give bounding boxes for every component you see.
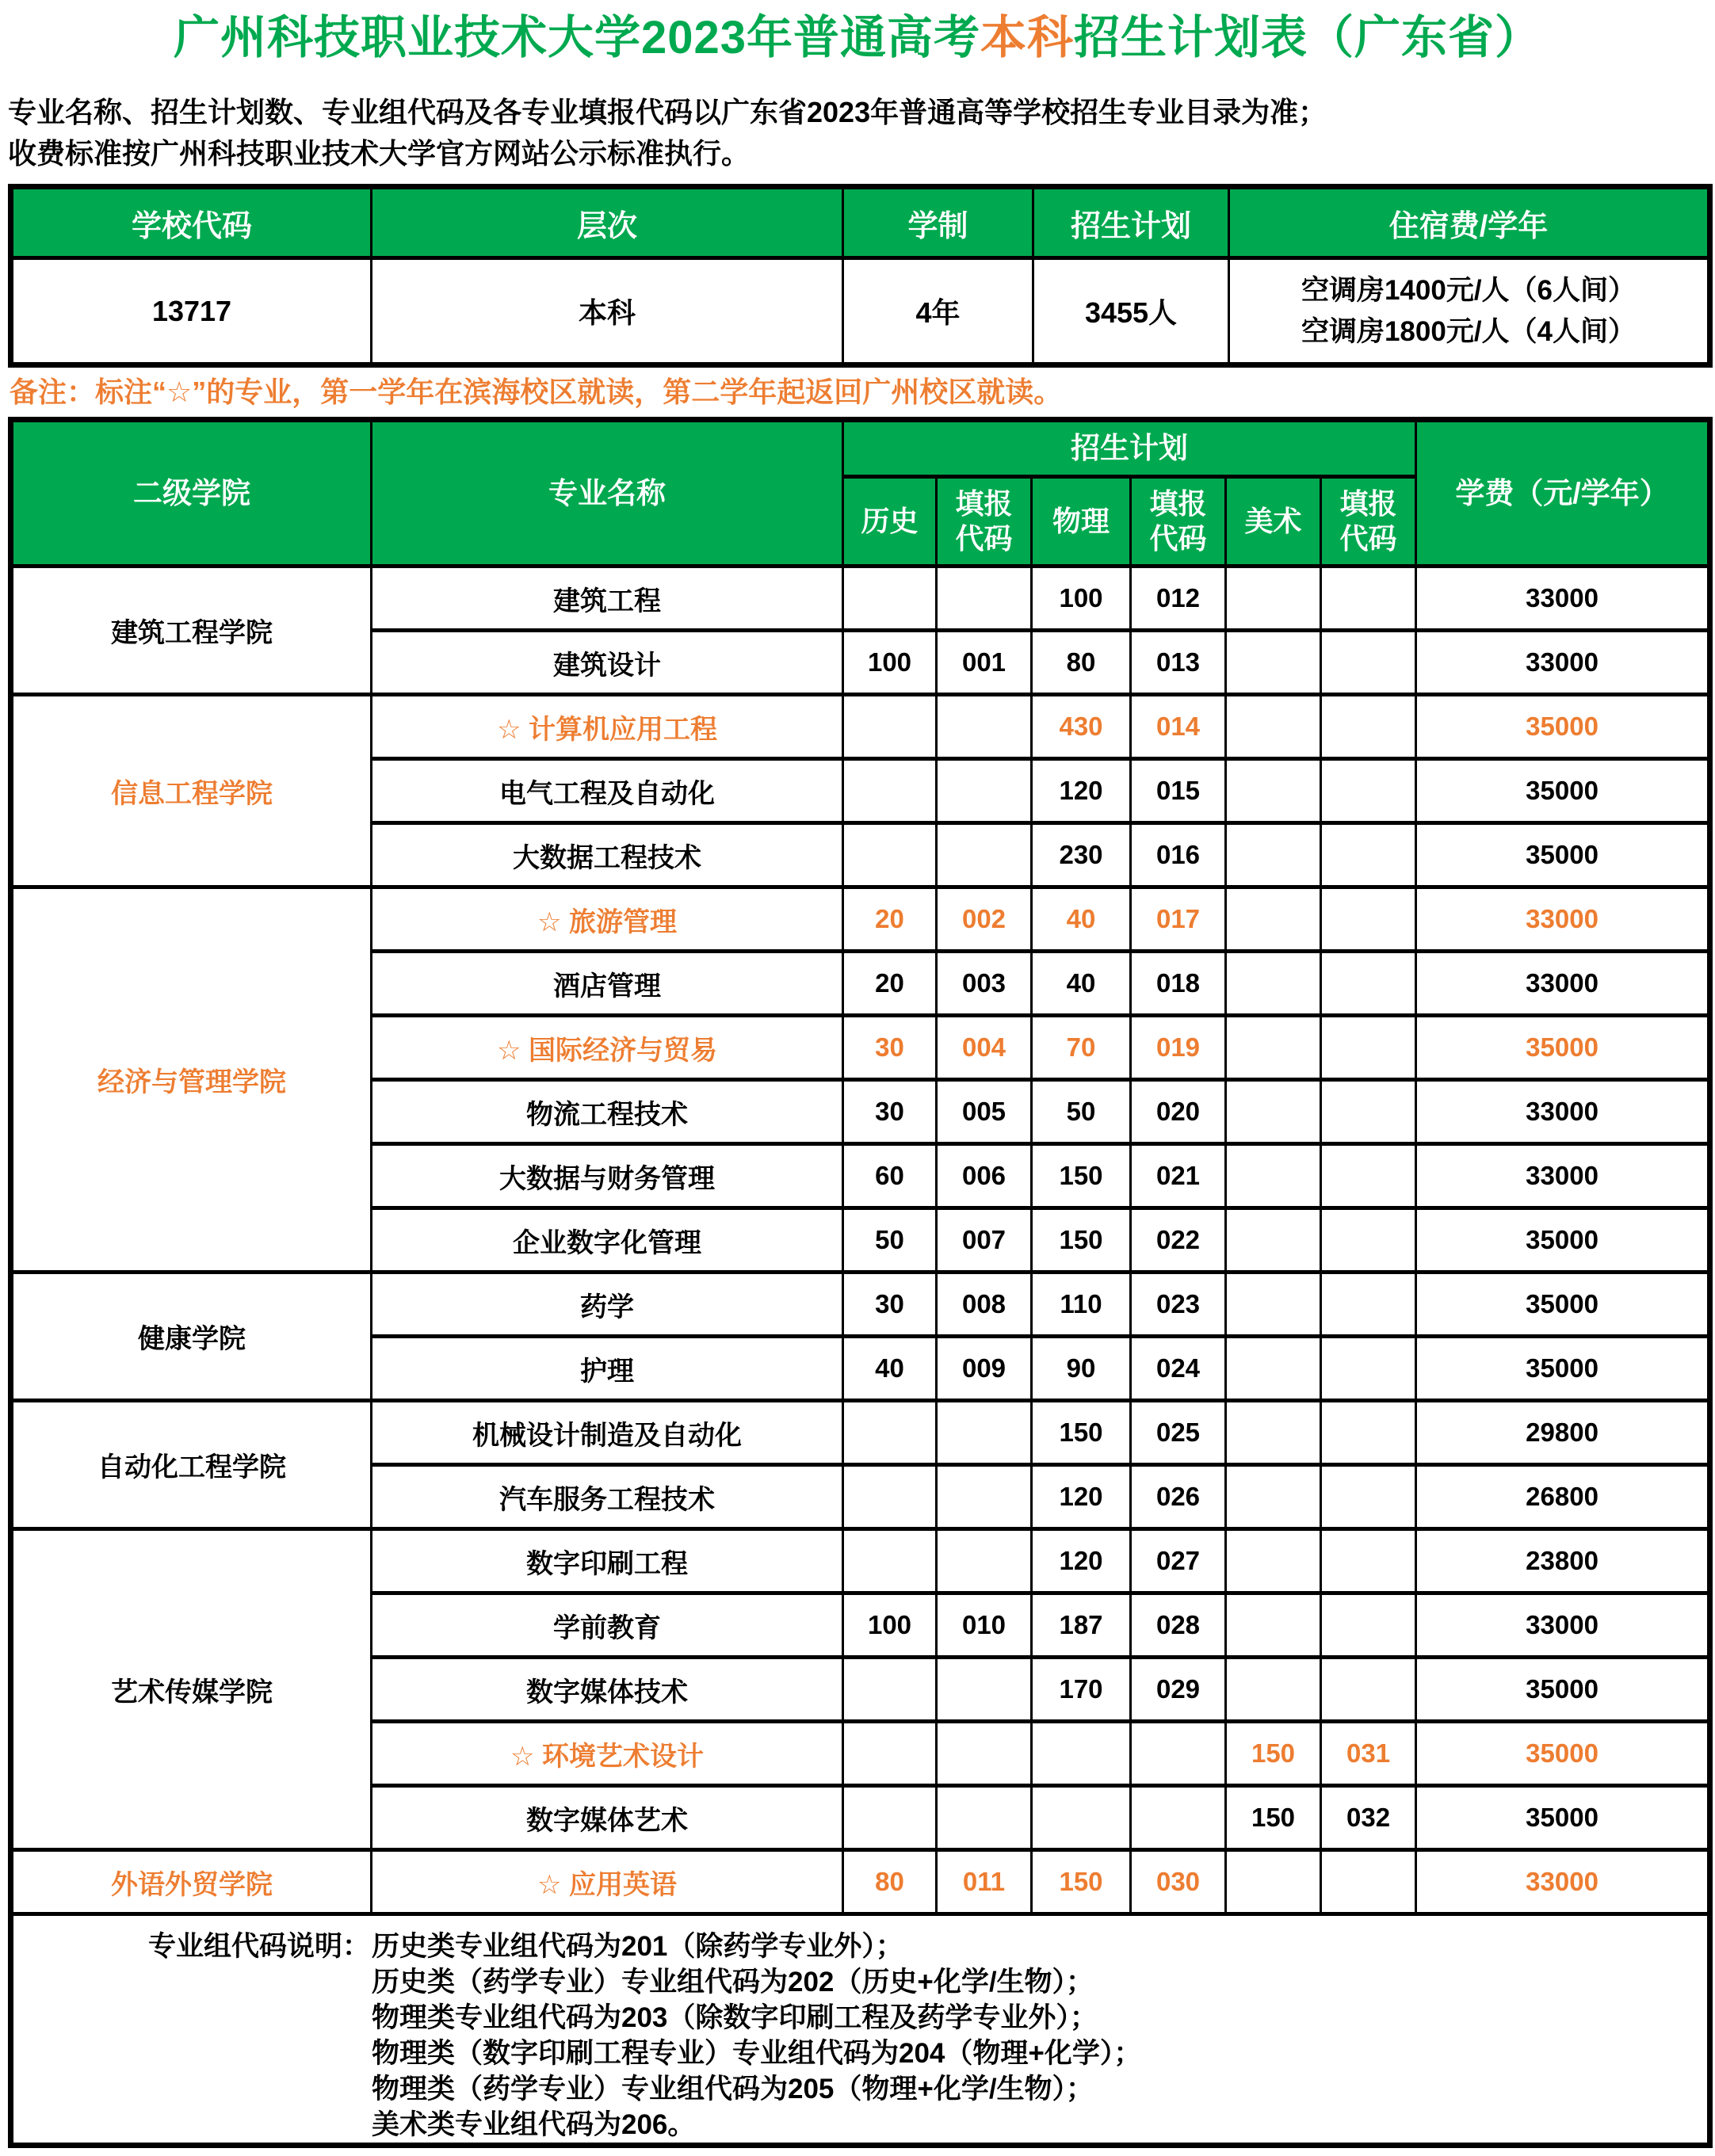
major-cell: 建筑工程 (372, 567, 843, 631)
plan-cell (937, 567, 1032, 631)
plan-cell: 018 (1131, 952, 1226, 1016)
plan-cell (1321, 695, 1416, 759)
plan-table (8, 417, 1713, 2148)
fee-cell: 35000 (1416, 1722, 1710, 1786)
plan-cell (1226, 887, 1321, 952)
note-line: 物理类（数字印刷工程专业）专业组代码为204（物理+化学）； (372, 2038, 1142, 2069)
fee-cell: 33000 (1416, 631, 1710, 695)
plan-cell: 032 (1321, 1786, 1416, 1850)
plan-row (11, 887, 1710, 952)
plan-cell (843, 1722, 937, 1786)
plan-row (11, 1850, 1710, 1914)
plan-header-row-1 (11, 420, 1710, 477)
major-cell: 酒店管理 (372, 952, 843, 1016)
note-line: 历史类专业组代码为201（除药学专业外）； (372, 1931, 903, 1962)
plan-cell (1226, 631, 1321, 695)
plan-cell: 150 (1226, 1786, 1321, 1850)
plan-cell (937, 1786, 1032, 1850)
plan-header-plan-group: 招生计划 (843, 420, 1416, 477)
plan-cell (1226, 695, 1321, 759)
college-cell: 信息工程学院 (11, 695, 372, 887)
fee-cell: 33000 (1416, 887, 1710, 952)
note-line: 物理类（药学专业）专业组代码为205（物理+化学/生物）； (372, 2074, 1094, 2104)
plan-cell (1226, 567, 1321, 631)
plan-cell (1321, 1401, 1416, 1465)
plan-cell (843, 759, 937, 823)
plan-cell: 021 (1131, 1144, 1226, 1208)
plan-header-major: 专业名称 (372, 420, 843, 567)
fee-cell: 33000 (1416, 567, 1710, 631)
plan-cell: 024 (1131, 1337, 1226, 1401)
plan-cell (937, 1529, 1032, 1593)
plan-subheader-art-code: 填报代码 (1321, 477, 1416, 567)
major-cell: 企业数字化管理 (372, 1208, 843, 1273)
plan-cell (1321, 823, 1416, 887)
plan-cell: 150 (1032, 1144, 1131, 1208)
plan-subheader-history-code: 填报代码 (937, 477, 1032, 567)
major-cell: ☆ 应用英语 (372, 1850, 843, 1914)
plan-subheader-physics: 物理 (1032, 477, 1131, 567)
plan-cell: 90 (1032, 1337, 1131, 1401)
plan-cell: 008 (937, 1273, 1032, 1337)
subtitle (8, 92, 1707, 174)
plan-cell (1226, 952, 1321, 1016)
plan-cell: 100 (1032, 567, 1131, 631)
plan-cell: 50 (843, 1208, 937, 1273)
plan-cell: 150 (1032, 1850, 1131, 1914)
plan-cell: 30 (843, 1016, 937, 1080)
notes-cell (11, 1914, 1710, 2146)
plan-subheader-physics-code: 填报代码 (1131, 477, 1226, 567)
plan-cell: 30 (843, 1273, 937, 1337)
plan-cell: 005 (937, 1080, 1032, 1144)
major-cell: 汽车服务工程技术 (372, 1465, 843, 1529)
fee-cell: 33000 (1416, 1850, 1710, 1914)
plan-cell: 40 (1032, 952, 1131, 1016)
subtitle-line-2: 收费标准按广州科技职业技术大学官方网站公示标准执行。 (8, 137, 751, 170)
major-cell: 大数据与财务管理 (372, 1144, 843, 1208)
plan-cell: 40 (843, 1337, 937, 1401)
plan-cell: 031 (1321, 1722, 1416, 1786)
plan-cell (1321, 1208, 1416, 1273)
major-cell: ☆ 环境艺术设计 (372, 1722, 843, 1786)
fee-cell: 33000 (1416, 952, 1710, 1016)
summary-header-dorm: 住宿费/学年 (1229, 187, 1710, 258)
fee-cell: 33000 (1416, 1144, 1710, 1208)
major-cell: 护理 (372, 1337, 843, 1401)
plan-cell: 120 (1032, 1529, 1131, 1593)
summary-header-school-code: 学校代码 (11, 187, 372, 258)
plan-cell (1226, 1273, 1321, 1337)
plan-cell (1321, 887, 1416, 952)
college-cell: 艺术传媒学院 (11, 1529, 372, 1850)
page-title-highlight: 本科 (980, 12, 1075, 63)
plan-cell (843, 823, 937, 887)
plan-cell: 100 (843, 631, 937, 695)
summary-table (8, 184, 1713, 368)
college-cell: 外语外贸学院 (11, 1850, 372, 1914)
major-cell: 数字印刷工程 (372, 1529, 843, 1593)
plan-cell (1226, 1080, 1321, 1144)
plan-cell (1321, 1144, 1416, 1208)
level-value: 本科 (372, 258, 843, 365)
summary-header-plan: 招生计划 (1033, 187, 1229, 258)
plan-cell: 019 (1131, 1016, 1226, 1080)
plan-cell (1226, 1593, 1321, 1658)
plan-cell (1321, 1016, 1416, 1080)
note-line: 历史类（药学专业）专业组代码为202（历史+化学/生物）； (372, 1967, 1094, 1998)
major-cell: 物流工程技术 (372, 1080, 843, 1144)
plan-cell (1321, 1080, 1416, 1144)
plan-cell: 006 (937, 1144, 1032, 1208)
plan-cell: 30 (843, 1080, 937, 1144)
plan-row (11, 695, 1710, 759)
notes-lines (372, 1929, 1707, 2143)
plan-cell: 029 (1131, 1658, 1226, 1722)
plan-cell: 030 (1131, 1850, 1226, 1914)
summary-data-row (11, 258, 1710, 365)
plan-cell (1226, 1850, 1321, 1914)
fee-cell: 33000 (1416, 1080, 1710, 1144)
plan-cell (937, 1401, 1032, 1465)
plan-cell (1321, 1273, 1416, 1337)
fee-cell: 35000 (1416, 1016, 1710, 1080)
plan-cell: 150 (1032, 1208, 1131, 1273)
dorm-fee-line-1: 空调房1400元/人（6人间） (1301, 274, 1637, 306)
major-cell: 机械设计制造及自动化 (372, 1401, 843, 1465)
subtitle-line-1: 专业名称、招生计划数、专业组代码及各专业填报代码以广东省2023年普通高等学校招生专业目录为准； (8, 96, 1327, 128)
page-title-pre: 广州科技职业技术大学2023年普通高考 (173, 12, 980, 63)
notes-row (11, 1914, 1710, 2146)
plan-cell (937, 1465, 1032, 1529)
plan-cell: 187 (1032, 1593, 1131, 1658)
plan-cell: 20 (843, 887, 937, 952)
plan-cell: 003 (937, 952, 1032, 1016)
plan-cell (843, 1529, 937, 1593)
summary-header-row (11, 187, 1710, 258)
plan-cell (843, 1465, 937, 1529)
fee-cell: 35000 (1416, 1658, 1710, 1722)
page-title-post: 招生计划表（广东省） (1074, 12, 1542, 63)
plan-subheader-history: 历史 (843, 477, 937, 567)
plan-cell: 40 (1032, 887, 1131, 952)
plan-cell (1321, 952, 1416, 1016)
plan-cell (1226, 1016, 1321, 1080)
plan-cell (1226, 1337, 1321, 1401)
plan-cell (843, 1786, 937, 1850)
plan-cell: 027 (1131, 1529, 1226, 1593)
plan-cell: 150 (1032, 1401, 1131, 1465)
plan-cell (937, 823, 1032, 887)
plan-cell (843, 1401, 937, 1465)
fee-cell: 35000 (1416, 1273, 1710, 1337)
fee-cell: 35000 (1416, 1337, 1710, 1401)
plan-cell (843, 1658, 937, 1722)
major-cell: 电气工程及自动化 (372, 759, 843, 823)
plan-cell: 002 (937, 887, 1032, 952)
plan-cell (1226, 1208, 1321, 1273)
plan-cell: 015 (1131, 759, 1226, 823)
plan-cell: 70 (1032, 1016, 1131, 1080)
plan-cell: 016 (1131, 823, 1226, 887)
major-cell: 数字媒体艺术 (372, 1786, 843, 1850)
plan-cell: 017 (1131, 887, 1226, 952)
plan-cell: 026 (1131, 1465, 1226, 1529)
major-cell: ☆ 旅游管理 (372, 887, 843, 952)
fee-cell: 35000 (1416, 1786, 1710, 1850)
plan-total-value: 3455人 (1033, 258, 1229, 365)
major-cell: 大数据工程技术 (372, 823, 843, 887)
plan-cell (1032, 1786, 1131, 1850)
plan-cell: 150 (1226, 1722, 1321, 1786)
plan-row (11, 567, 1710, 631)
plan-cell (1032, 1722, 1131, 1786)
plan-cell: 004 (937, 1016, 1032, 1080)
plan-cell: 020 (1131, 1080, 1226, 1144)
plan-cell (1226, 759, 1321, 823)
school-code-value: 13717 (11, 258, 372, 365)
note-line: 物理类专业组代码为203（除数字印刷工程及药学专业外）； (372, 2002, 1098, 2033)
plan-table-body (11, 567, 1710, 1914)
plan-row (11, 1529, 1710, 1593)
plan-cell: 013 (1131, 631, 1226, 695)
plan-cell (1321, 631, 1416, 695)
college-cell: 健康学院 (11, 1273, 372, 1401)
plan-cell (1226, 1529, 1321, 1593)
plan-cell (937, 1658, 1032, 1722)
fee-cell: 29800 (1416, 1401, 1710, 1465)
plan-cell: 007 (937, 1208, 1032, 1273)
plan-cell (1321, 1529, 1416, 1593)
plan-cell: 025 (1131, 1401, 1226, 1465)
major-cell: 数字媒体技术 (372, 1658, 843, 1722)
major-cell: 建筑设计 (372, 631, 843, 695)
plan-cell: 009 (937, 1337, 1032, 1401)
plan-cell (1226, 823, 1321, 887)
plan-row (11, 1401, 1710, 1465)
college-cell: 自动化工程学院 (11, 1401, 372, 1529)
dorm-fee-line-2: 空调房1800元/人（4人间） (1301, 315, 1637, 347)
plan-cell: 001 (937, 631, 1032, 695)
plan-row (11, 1273, 1710, 1337)
plan-cell (1321, 567, 1416, 631)
plan-cell (1321, 759, 1416, 823)
plan-cell (1321, 1593, 1416, 1658)
fee-cell: 35000 (1416, 823, 1710, 887)
page-title (8, 10, 1707, 67)
plan-cell (1226, 1465, 1321, 1529)
notes-label: 专业组代码说明： (147, 1931, 370, 1962)
plan-cell: 010 (937, 1593, 1032, 1658)
plan-cell (937, 759, 1032, 823)
fee-cell: 23800 (1416, 1529, 1710, 1593)
college-cell: 经济与管理学院 (11, 887, 372, 1273)
plan-cell (1226, 1144, 1321, 1208)
plan-cell (1226, 1658, 1321, 1722)
major-cell: 药学 (372, 1273, 843, 1337)
plan-cell (1321, 1850, 1416, 1914)
plan-header-college: 二级学院 (11, 420, 372, 567)
college-cell: 建筑工程学院 (11, 567, 372, 695)
plan-cell: 023 (1131, 1273, 1226, 1337)
plan-cell: 028 (1131, 1593, 1226, 1658)
plan-subheader-art: 美术 (1226, 477, 1321, 567)
summary-header-years: 学制 (843, 187, 1033, 258)
plan-cell: 230 (1032, 823, 1131, 887)
plan-cell: 012 (1131, 567, 1226, 631)
plan-cell: 110 (1032, 1273, 1131, 1337)
fee-cell: 35000 (1416, 1208, 1710, 1273)
plan-cell: 170 (1032, 1658, 1131, 1722)
plan-cell: 80 (843, 1850, 937, 1914)
plan-cell (1321, 1465, 1416, 1529)
fee-cell: 35000 (1416, 759, 1710, 823)
plan-cell (1321, 1658, 1416, 1722)
plan-cell (1131, 1786, 1226, 1850)
plan-cell (937, 695, 1032, 759)
plan-cell: 120 (1032, 1465, 1131, 1529)
plan-cell (1321, 1337, 1416, 1401)
plan-cell: 430 (1032, 695, 1131, 759)
plan-cell: 022 (1131, 1208, 1226, 1273)
remark-note: 备注：标注“☆”的专业，第一学年在滨海校区就读，第二学年起返回广州校区就读。 (10, 376, 1063, 408)
plan-cell: 20 (843, 952, 937, 1016)
plan-cell (843, 695, 937, 759)
fee-cell: 35000 (1416, 695, 1710, 759)
plan-cell: 60 (843, 1144, 937, 1208)
plan-cell: 120 (1032, 759, 1131, 823)
fee-cell: 26800 (1416, 1465, 1710, 1529)
fee-cell: 33000 (1416, 1593, 1710, 1658)
plan-header-fee: 学费（元/学年） (1416, 420, 1710, 567)
major-cell: 学前教育 (372, 1593, 843, 1658)
summary-header-level: 层次 (372, 187, 843, 258)
plan-cell: 011 (937, 1850, 1032, 1914)
plan-cell (937, 1722, 1032, 1786)
major-cell: ☆ 国际经济与贸易 (372, 1016, 843, 1080)
major-cell: ☆ 计算机应用工程 (372, 695, 843, 759)
plan-cell: 50 (1032, 1080, 1131, 1144)
plan-cell (843, 567, 937, 631)
plan-cell (1226, 1401, 1321, 1465)
plan-cell: 014 (1131, 695, 1226, 759)
plan-cell: 80 (1032, 631, 1131, 695)
years-value: 4年 (843, 258, 1033, 365)
note-line: 美术类专业组代码为206。 (372, 2109, 696, 2140)
dorm-fee-value (1229, 258, 1710, 365)
plan-cell (1131, 1722, 1226, 1786)
plan-cell: 100 (843, 1593, 937, 1658)
